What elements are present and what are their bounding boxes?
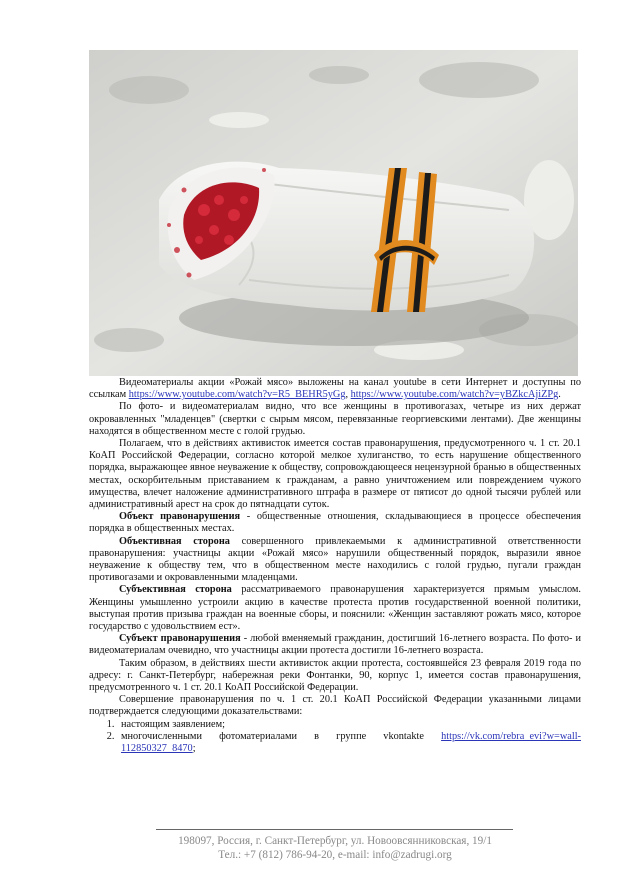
objective-heading: Объективная сторона [119, 535, 230, 547]
paragraph-thus: Таким образом, в действиях шести активисток акции протеста, состоявшейся 23 февраля 2019 года по адресу: г. Санкт-Петербург, набережная реки Фонтанки, 90, корпус 1, имеется состав правонарушения, предусмотренного ч. 1 ст. 20.1 КоАП Российской Федерации. [89, 657, 581, 694]
object-text: - общественные отношения, складывающиеся в процессе обеспечения порядка в общественных местах. [89, 511, 581, 535]
video-text: Видеоматериалы акции «Рожай мясо» выложены на канал youtube в сети Интернет и доступны по ссылкам [89, 377, 581, 401]
bundle-image [89, 50, 578, 376]
footer-contacts: Тел.: +7 (812) 786-94-20, e-mail: info@zadrugi.org [218, 849, 452, 861]
vk-link[interactable]: https://vk.com/rebra_evi?w=wall-112850327_8470 [121, 730, 581, 755]
list-item: 1. настоящим заявлением; [117, 719, 581, 731]
paragraph-suppose: Полагаем, что в действиях активисток имеется состав правонарушения, предусмотренного ч. 1 ст. 20.1 КоАП Российской Федерации, согласно которой мелкое хулиганство, то есть нарушение общественного порядка, выражающее явное неуважение к обществу, сопровождающееся нецензурной бранью в общественных местах, оскорбительным приставанием к гражданам, а равно уничтожением или повреждением чужого имущества, влечет наложение административного штрафа в размере от пятисот до одной тысячи рублей или административный арест на срок до пятнадцати суток. [89, 438, 581, 511]
paragraph-evidence: Совершение правонарушения по ч. 1 ст. 20.1 КоАП Российской Федерации указанными лицами подтверждается следующими доказательствами: [89, 694, 581, 718]
subjective-heading: Субъективная сторона [119, 584, 232, 596]
list-item-text: многочисленными фотоматериалами в группе vkontakte [121, 730, 442, 742]
protest-photo [89, 50, 578, 376]
subject-heading: Субъект правонарушения [119, 633, 241, 645]
list-item [117, 731, 581, 755]
paragraph-subjective [89, 584, 581, 633]
link-separator: , [345, 389, 351, 401]
link-end: . [558, 389, 561, 401]
evidence-list [89, 719, 581, 756]
paragraph-objective [89, 536, 581, 585]
footer-address: 198097, Россия, г. Санкт-Петербург, ул. Новоовсянниковская, 19/1 [178, 835, 492, 847]
paragraph-object [89, 511, 581, 535]
list-item-end: ; [192, 743, 196, 755]
objective-text: совершенного привлекаемыми к административной ответственности правонарушения: участницы акции «Рожай мясо» нарушили общественный порядок, выразили явное неуважение к обществу тем, что в общественном месте находились с голой грудью, пугали граждан противогазами и окровавленными младенцами. [89, 535, 581, 584]
paragraph-photo: По фото- и видеоматериалам видно, что все женщины в противогазах, четыре из них держат окровавленных "младенцев" (свертки с сырым мясом, перевязанные георгиевскими лентами). Две женщины находятся в общественном месте с голой грудью. [89, 401, 581, 437]
subject-text: - любой вменяемый гражданин, достигший 16-летнего возраста. По фото- и видеоматериалам очевидно, что участницы акции протеста достигли 16-летнего возраста. [89, 633, 581, 657]
document-body [89, 377, 581, 755]
footer-divider [156, 829, 513, 830]
youtube-link-2[interactable]: https://www.youtube.com/watch?v=yBZkcAjiZPg [350, 389, 559, 401]
paragraph-video [89, 377, 581, 401]
object-heading: Объект правонарушения [119, 511, 241, 523]
footer [110, 834, 560, 862]
youtube-link-1[interactable]: https://www.youtube.com/watch?v=R5_BEHR5yGg [128, 389, 346, 401]
subjective-text: рассматриваемого правонарушения характеризуется прямым умыслом. Женщины умышленно устроили акцию в качестве протеста против государственной военной политики, выступая против призыва граждан на военные сборы, и пояснили: «Женщин заставляют рожать мясо, которое государство с удовольствием ест». [89, 584, 581, 633]
paragraph-subject [89, 633, 581, 657]
